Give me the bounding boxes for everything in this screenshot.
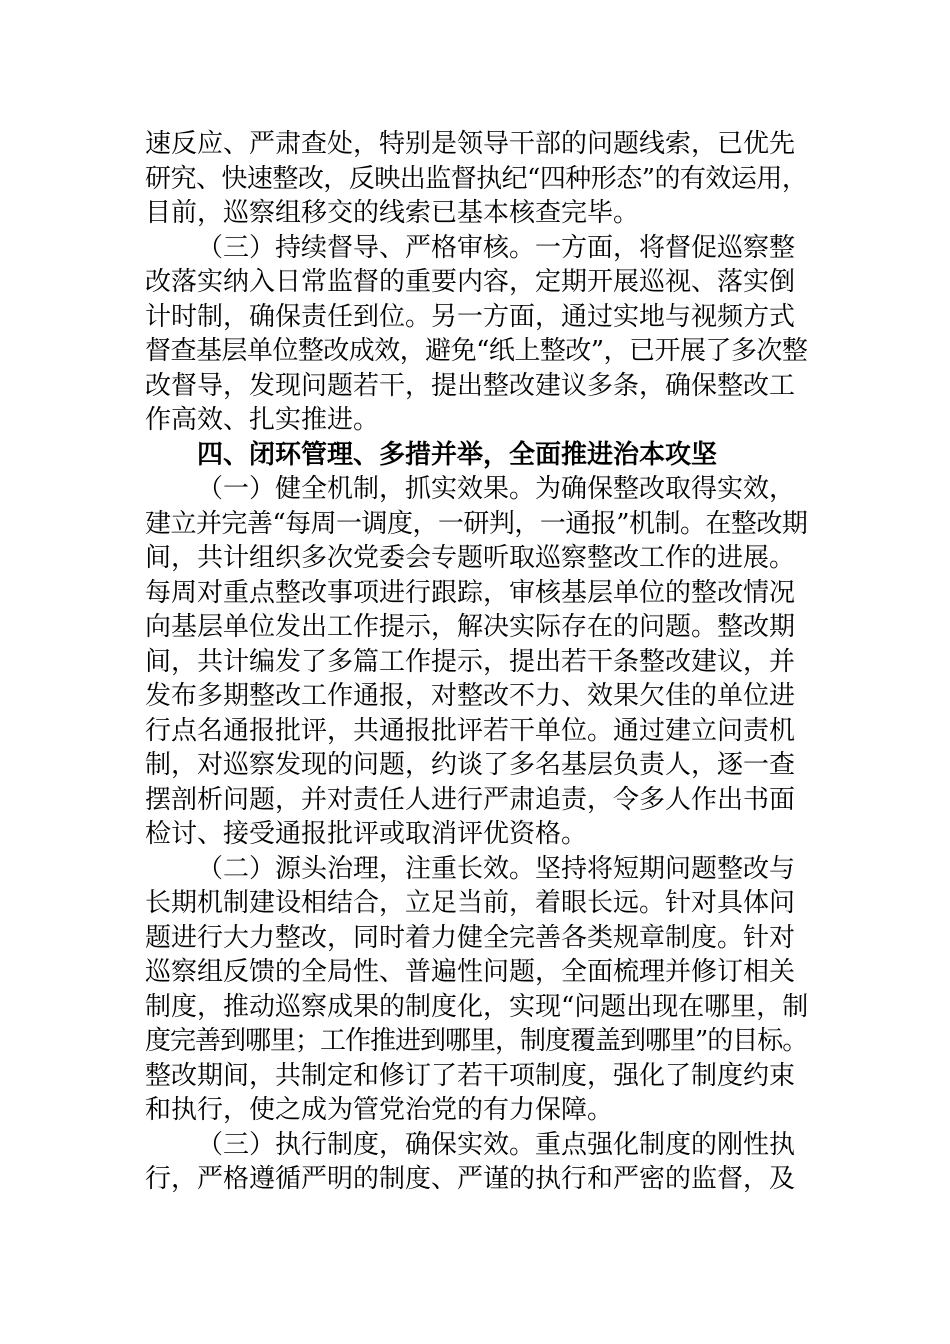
paragraph-line: 长期机制建设相结合，立足当前，着眼长远。针对具体问 — [145, 888, 796, 918]
paragraph-line: 行，严格遵循严明的制度、严谨的执行和严密的监督，及 — [145, 1164, 796, 1194]
paragraph-line: 间，共计组织多次党委会专题听取巡察整改工作的进展。 — [145, 543, 796, 573]
paragraph-line: 改落实纳入日常监督的重要内容，定期开展巡视、落实倒 — [145, 267, 796, 297]
paragraph-line: 建立并完善“每周一调度，一研判，一通报”机制。在整改期 — [145, 508, 808, 539]
paragraph-line: 题进行大力整改，同时着力健全完善各类规章制度。针对 — [145, 922, 796, 953]
paragraph-line: 改督导，发现问题若干，提出整改建议多条，确保整改工 — [145, 370, 796, 401]
paragraph-line: 向基层单位发出工作提示，解决实际存在的问题。整改期 — [145, 612, 796, 642]
document-page — [145, 127, 810, 1197]
paragraph-line: 和执行，使之成为管党治党的有力保障。 — [145, 1095, 614, 1125]
paragraph-line: 摆剖析问题，并对责任人进行严肃追责，令多人作出书面 — [145, 784, 796, 815]
paragraph-line: （三）执行制度，确保实效。重点强化制度的刚性执 — [197, 1129, 796, 1160]
paragraph-line: 作高效、扎实推进。 — [145, 405, 380, 435]
paragraph-line: （一）健全机制，抓实效果。为确保整改取得实效， — [197, 474, 796, 504]
paragraph-line: 巡察组反馈的全局性、普遍性问题，全面梳理并修订相关 — [145, 957, 796, 987]
paragraph-line: （三）持续督导、严格审核。一方面，将督促巡察整 — [197, 232, 796, 263]
paragraph-line: 制，对巡察发现的问题，约谈了多名基层负责人，逐一查 — [145, 750, 796, 780]
paragraph-line: （二）源头治理，注重长效。坚持将短期问题整改与 — [197, 853, 796, 884]
paragraph-line: 每周对重点整改事项进行跟踪，审核基层单位的整改情况 — [145, 577, 796, 608]
paragraph-line: 间，共计编发了多篇工作提示，提出若干条整改建议，并 — [145, 646, 796, 677]
paragraph-line: 整改期间，共制定和修订了若干项制度，强化了制度约束 — [145, 1060, 796, 1091]
paragraph-line: 发布多期整改工作通报，对整改不力、效果欠佳的单位进 — [145, 681, 796, 711]
paragraph-line: 度完善到哪里；工作推进到哪里，制度覆盖到哪里”的目标。 — [145, 1026, 808, 1056]
paragraph-line: 目前，巡察组移交的线索已基本核查完毕。 — [145, 198, 640, 228]
paragraph-line: 速反应、严肃查处，特别是领导干部的问题线索，已优先 — [145, 129, 796, 159]
paragraph-line: 制度，推动巡察成果的制度化，实现“问题出现在哪里，制 — [145, 991, 809, 1022]
paragraph-line: 行点名通报批评，共通报批评若干单位。通过建立问责机 — [145, 715, 796, 746]
section-heading: 四、闭环管理、多措并举，全面推进治本攻坚 — [197, 439, 718, 470]
paragraph-line: 研究、快速整改，反映出监督执纪“四种形态”的有效运用， — [145, 163, 808, 194]
paragraph-line: 检讨、接受通报批评或取消评优资格。 — [145, 819, 588, 849]
paragraph-line: 督查基层单位整改成效，避免“纸上整改”，已开展了多次整 — [145, 336, 808, 366]
paragraph-line: 计时制，确保责任到位。另一方面，通过实地与视频方式 — [145, 301, 796, 332]
